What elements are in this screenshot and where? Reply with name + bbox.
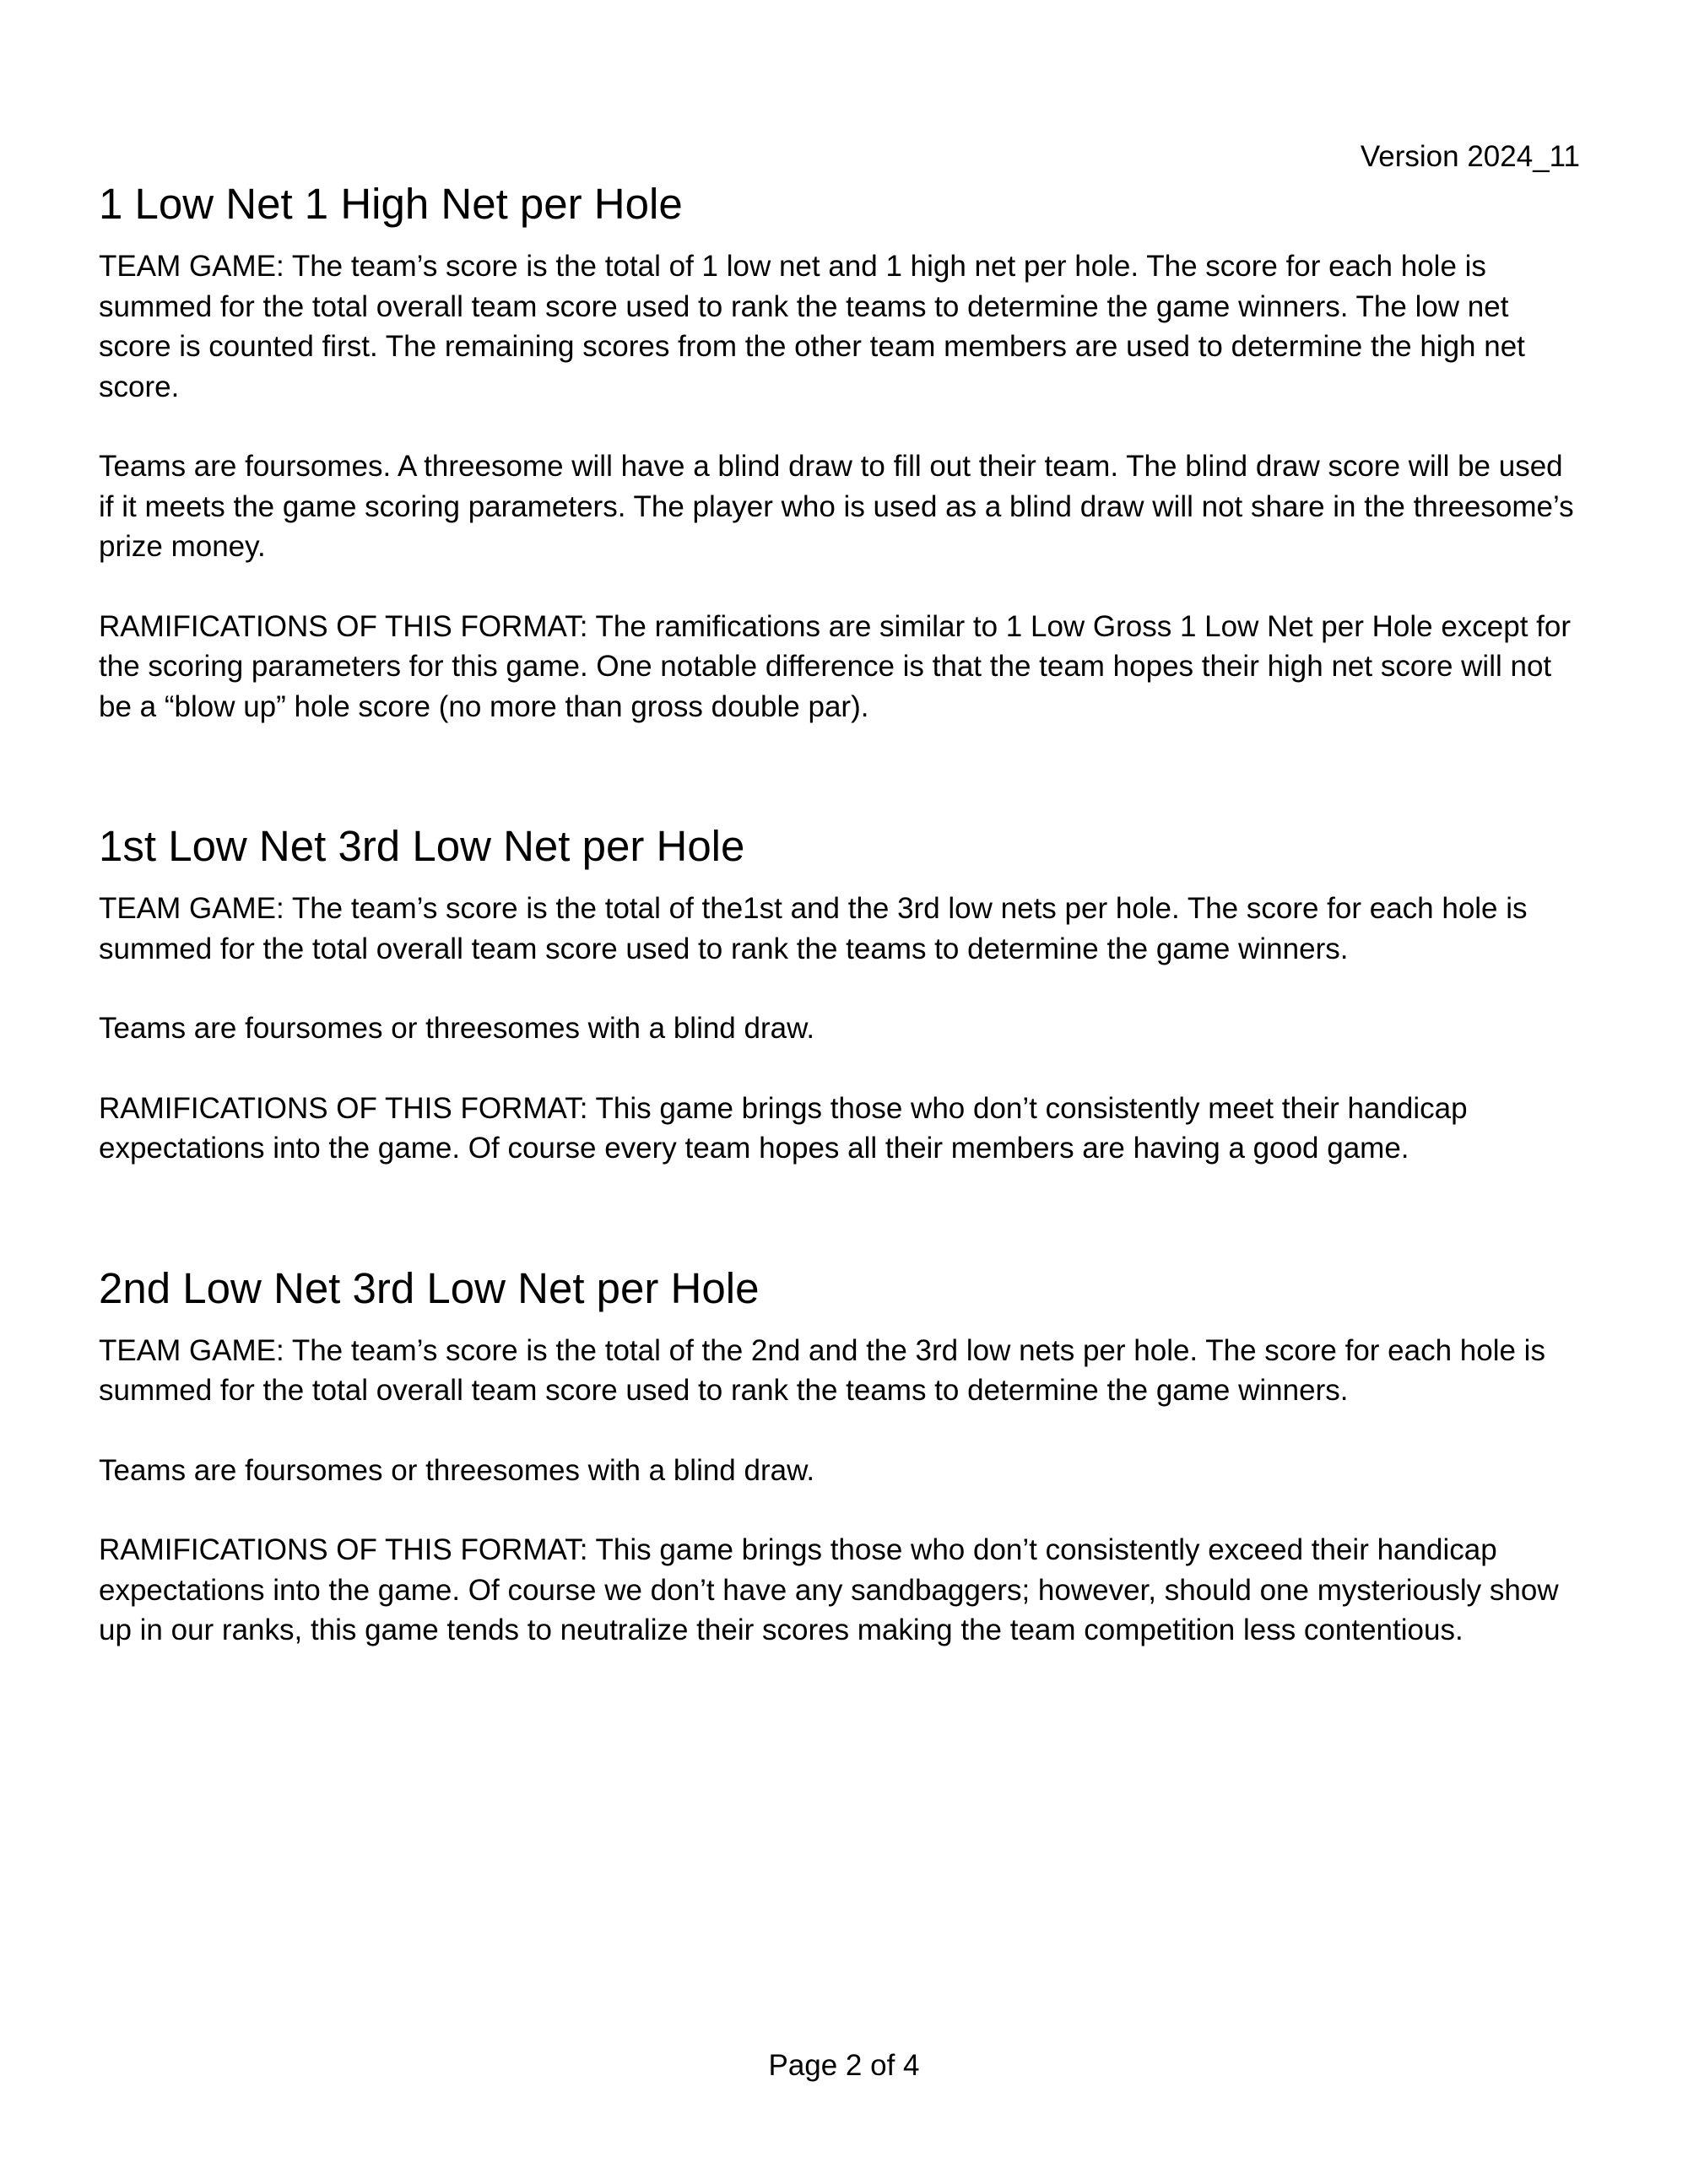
section-heading: 2nd Low Net 3rd Low Net per Hole (99, 1263, 760, 1312)
page-number-footer: Page 2 of 4 (768, 2049, 920, 2082)
section-paragraph: TEAM GAME: The team’s score is the total of the 2nd and the 3rd low nets per hole. The score for each hole is summed for the total overall team score used to rank the teams to determine the game winners. (99, 1333, 1545, 1407)
section-1-low-net-1-high-net (99, 177, 1584, 727)
section-paragraph: RAMIFICATIONS OF THIS FORMAT: This game brings those who don’t consistently exceed their handicap expectations into the game. Of course we don’t have any sandbaggers; however, should one mysteriously show up in our ranks, this game tends to neutralize their scores making the team competition less contentious. (99, 1533, 1559, 1646)
section-2nd-low-net-3rd-low-net (99, 1262, 1584, 1651)
section-1st-low-net-3rd-low-net (99, 819, 1584, 1169)
section-paragraph: RAMIFICATIONS OF THIS FORMAT: The ramifications are similar to 1 Low Gross 1 Low Net per Hole except for the scoring parameters for this game. One notable difference is that the team hopes their high net score will not be a “blow up” hole score (no more than gross double par). (99, 609, 1572, 723)
section-paragraph: Teams are foursomes. A threesome will have a blind draw to fill out their team. The blind draw score will be used if it meets the game scoring parameters. The player who is used as a blind draw will not share in the threesome’s prize money. (99, 450, 1574, 563)
section-paragraph: Teams are foursomes or threesomes with a blind draw. (99, 1012, 815, 1045)
section-paragraph: TEAM GAME: The team’s score is the total of the1st and the 3rd low nets per hole. The score for each hole is summed for the total overall team score used to rank the teams to determine the game winners. (99, 892, 1528, 965)
section-paragraph: RAMIFICATIONS OF THIS FORMAT: This game brings those who don’t consistently meet their handicap expectations into the game. Of course every team hopes all their members are having a good game. (99, 1091, 1468, 1165)
section-heading: 1st Low Net 3rd Low Net per Hole (99, 822, 745, 870)
version-label: Version 2024_11 (1360, 140, 1580, 173)
section-paragraph: TEAM GAME: The team’s score is the total of 1 low net and 1 high net per hole. The score for each hole is summed for the total overall team score used to rank the teams to determine the game winners. The low net score is counted first. The remaining scores from the other team members are used to determine the high net score. (99, 250, 1525, 403)
section-paragraph: Teams are foursomes or threesomes with a blind draw. (99, 1453, 815, 1487)
section-heading: 1 Low Net 1 High Net per Hole (99, 180, 683, 228)
document-body (99, 177, 1584, 1651)
